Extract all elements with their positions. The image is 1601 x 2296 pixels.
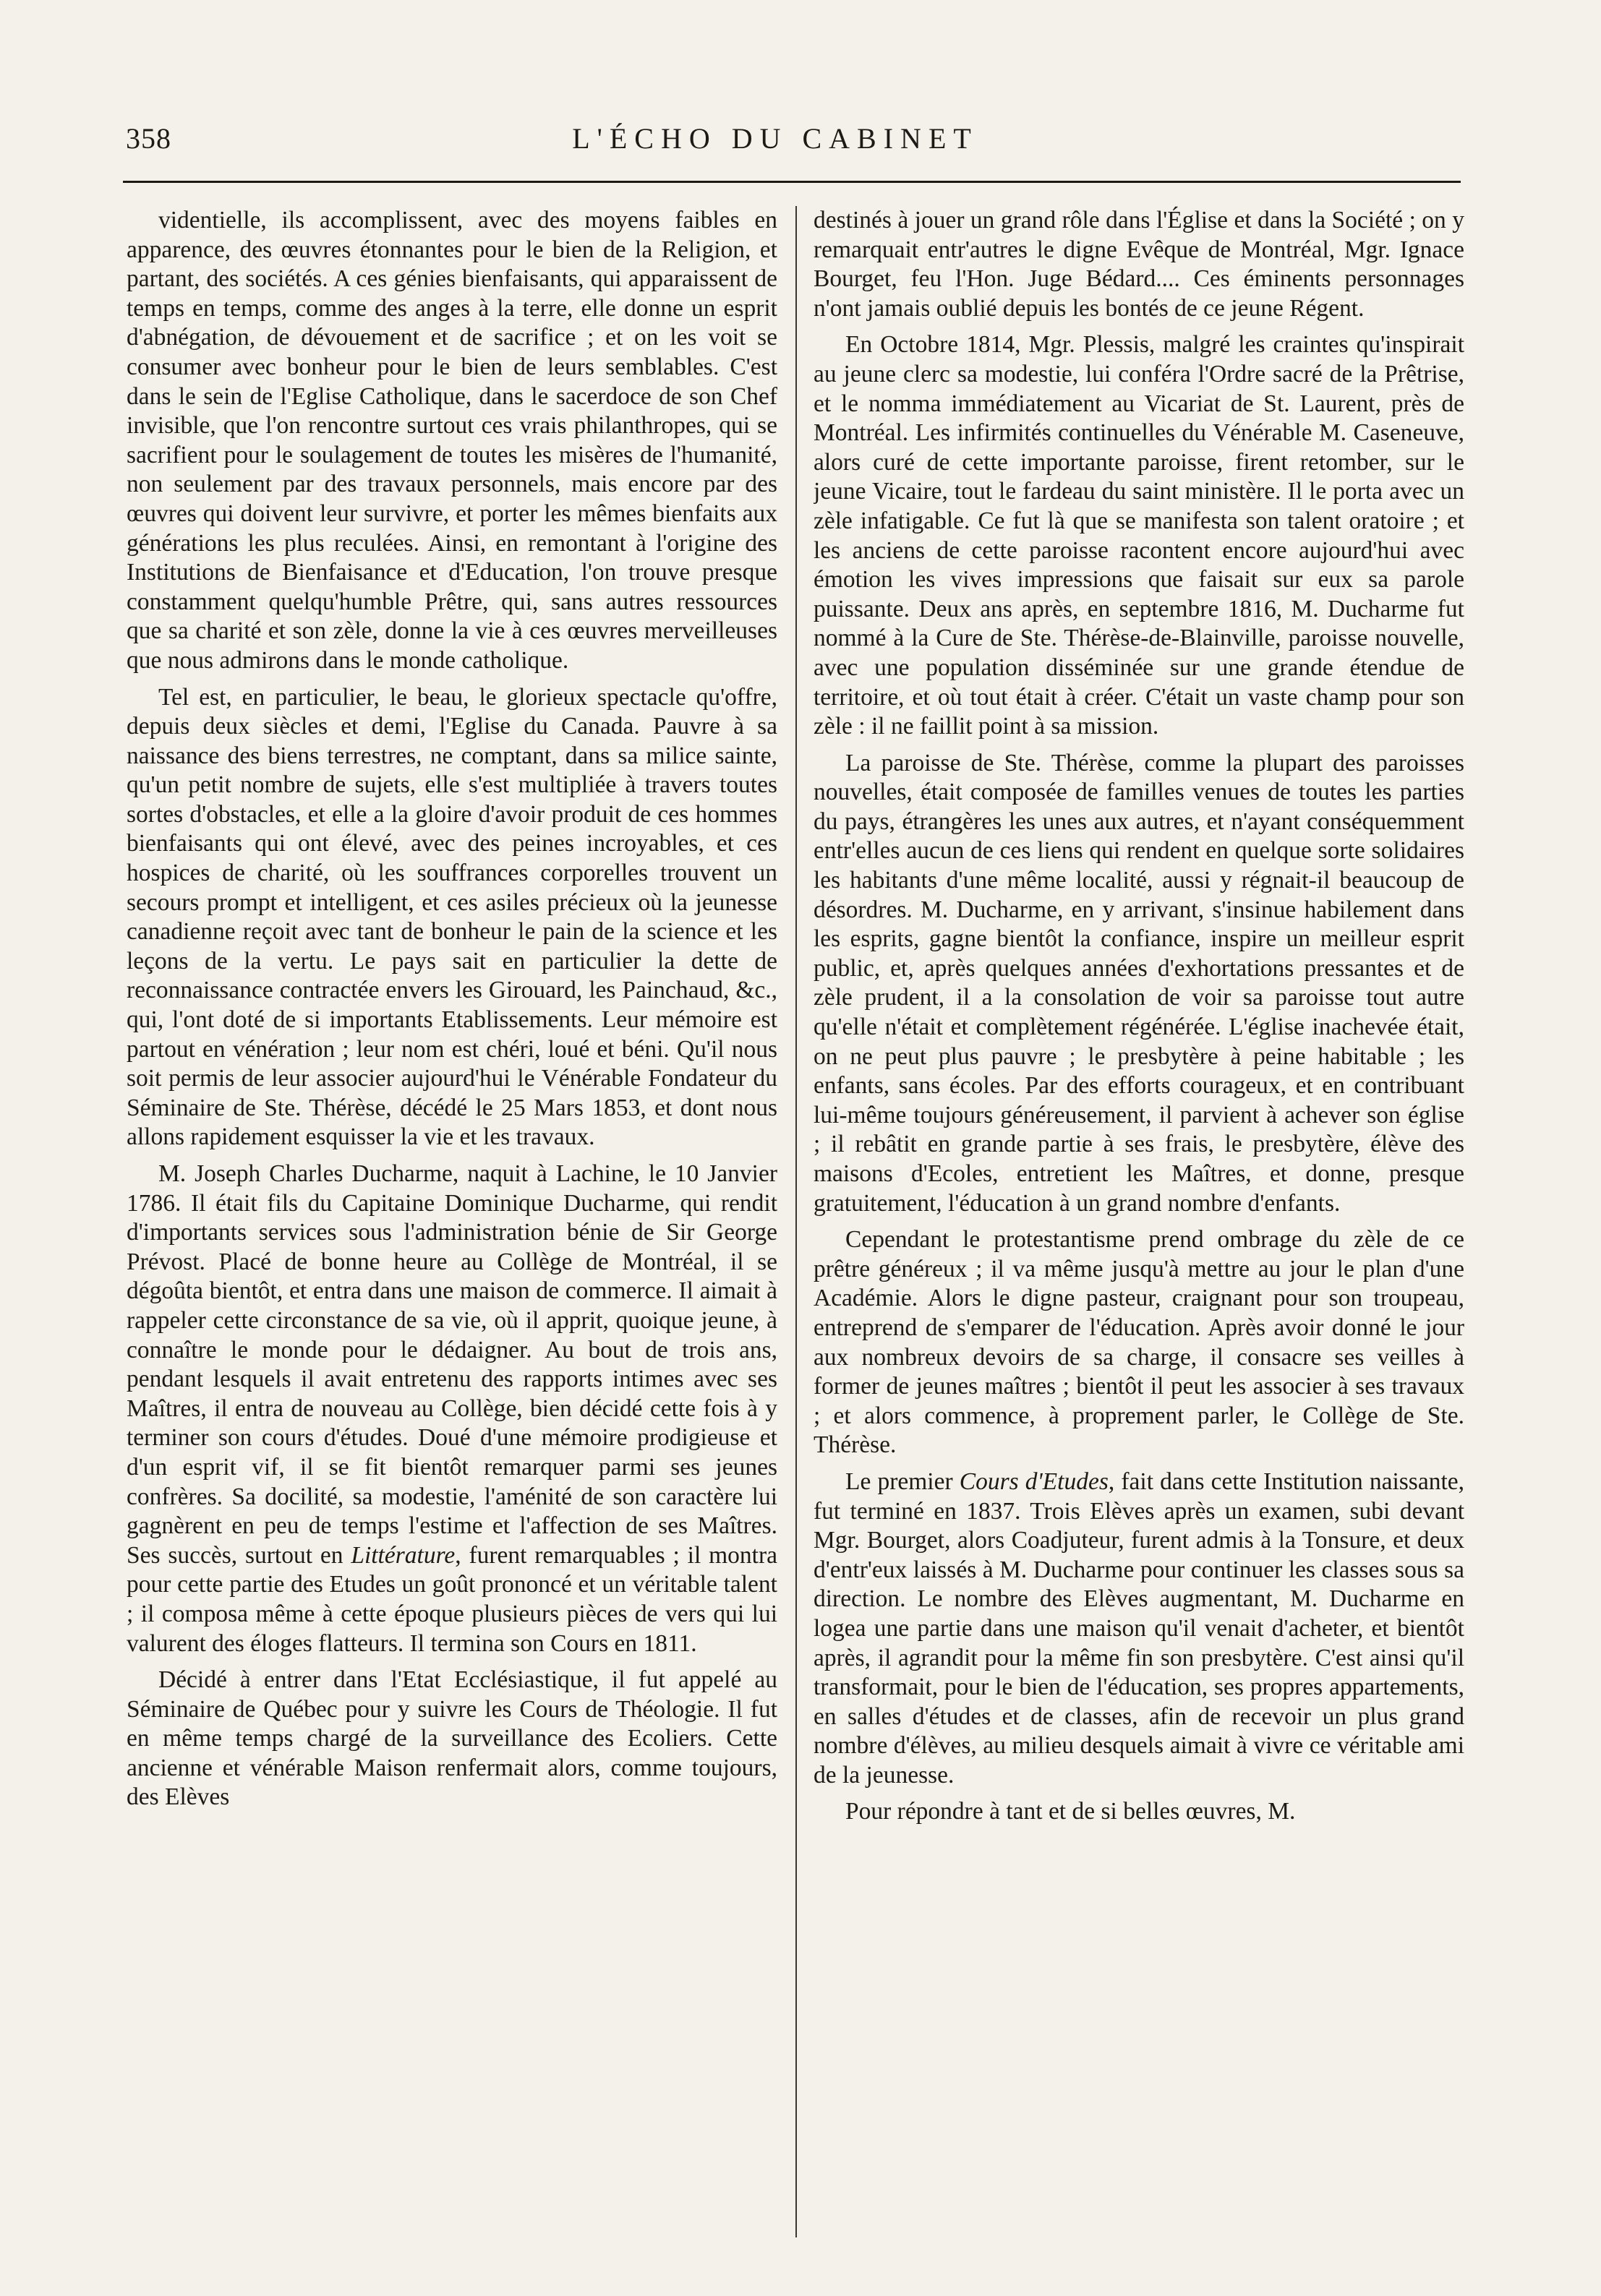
paragraph-text: M. Joseph Charles Ducharme, naquit à Lachine, le 10 Janvier 1786. Il était fils du Capitaine Dominique Ducharme, qui rendit d'importants services sous l'administration bénie de Sir George Prévost. Placé de bonne heure au Collège de Montréal, il se dégoûta bientôt, et entra dans une maison de commerce. Il aimait à rappeler cette circonstance de sa vie, où il apprit, quoique jeune, à connaître le monde pour le dédaigner. Au bout de trois ans, pendant lesquels il avait entretenu des rapports intimes avec ses Maîtres, il entra de nouveau au Collège, bien décidé cette fois à y terminer son cours d'études. Doué d'une mémoire prodigieuse et d'un esprit vif, il se fit bientôt remarquer parmi ses jeunes confrères. Sa docilité, sa modestie, l'aménité de son caractère lui gagnèrent en peu de temps l'estime et l'affection de ses Maîtres. Ses succès, surtout en (127, 1160, 777, 1569)
paragraph (814, 206, 1464, 323)
column-divider (795, 206, 797, 2237)
paragraph (127, 683, 777, 1153)
page-header (88, 121, 1462, 156)
header-rule (123, 181, 1461, 183)
italic-text: Littérature (351, 1541, 456, 1569)
left-column (127, 206, 777, 2245)
paragraph-text: En Octobre 1814, Mgr. Plessis, malgré les craintes qu'inspirait au jeune clerc sa modestie, lui conféra l'Ordre sacré de la Prêtrise, et le nomma immédiatement au Vicariat de St. Laurent, près de Montréal. Les infirmités continuelles du Vénérable M. Caseneuve, alors curé de cette importante paroisse, firent retomber, sur le jeune Vicaire, tout le fardeau du saint ministère. Il le porta avec un zèle infatigable. Ce fut là que se manifesta son talent oratoire ; et les anciens de cette paroisse racontent encore aujourd'hui avec émotion les vives impressions que faisait sur eux sa parole puissante. Deux ans après, en septembre 1816, M. Ducharme fut nommé à la Cure de Ste. Thérèse-de-Blainville, paroisse nouvelle, avec une population disséminée sur une grande étendue de territoire, et où tout était à créer. C'était un vaste champ pour son zèle : il ne faillit point à sa mission. (814, 331, 1464, 740)
paragraph (127, 1160, 777, 1658)
paragraph-text: videntielle, ils accomplissent, avec des moyens faibles en apparence, des œuvres étonnantes pour le bien de la Religion, et partant, des sociétés. A ces génies bienfaisants, qui apparaissent de temps en temps, comme des anges à la terre, elle donne un esprit d'abnégation, de dévouement et de sacrifice ; et on les voit se consumer avec bonheur pour le bien de leurs semblables. C'est dans le sein de l'Eglise Catholique, dans le sacerdoce de son Chef invisible, que l'on rencontre surtout ces vrais philanthropes, qui se sacrifient pour le soulagement de toutes les misères de l'humanité, non seulement par des travaux personnels, mais encore par des œuvres qui doivent leur survivre, et porter les mêmes bienfaits aux générations les plus reculées. Ainsi, en remontant à l'origine des Institutions de Bienfaisance et d'Education, l'on trouve presque constamment quelqu'humble Prêtre, qui, sans autres ressources que sa charité et son zèle, donne la vie à ces œuvres merveilleuses que nous admirons dans le monde catholique. (127, 207, 777, 674)
paragraph-text: destinés à jouer un grand rôle dans l'Église et dans la Société ; on y remarquait entr'autres le digne Evêque de Montréal, Mgr. Ignace Bourget, feu l'Hon. Juge Bédard.... Ces éminents personnages n'ont jamais oublié depuis les bontés de ce jeune Régent. (814, 207, 1464, 322)
paragraph-text: Tel est, en particulier, le beau, le glorieux spectacle qu'offre, depuis deux siècles et demi, l'Eglise du Canada. Pauvre à sa naissance des biens terrestres, ne comptant, dans sa milice sainte, qu'un petit nombre de sujets, elle s'est multipliée à travers toutes sortes d'obstacles, et elle a la gloire d'avoir produit de ces hommes bienfaisants qui ont élevé, avec des peines incroyables, et ces hospices de charité, où les souffrances corporelles trouvent un secours prompt et intelligent, et ces asiles précieux où la jeunesse canadienne reçoit avec tant de bonheur le pain de la science et les leçons de la vertu. Le pays sait en particulier la dette de reconnaissance contractée envers les Girouard, les Painchaud, &c., qui, l'ont doté de si importants Etablissements. Leur mémoire est partout en vénération ; leur nom est chéri, loué et béni. Qu'il nous soit permis de leur associer aujourd'hui le Vénérable Fondateur du Séminaire de Ste. Thérèse, décédé le 25 Mars 1853, et dont nous allons rapidement esquisser la vie et les travaux. (127, 683, 777, 1151)
paragraph (127, 1666, 777, 1812)
page-number: 358 (126, 122, 171, 155)
paragraph-text: Le premier (845, 1468, 960, 1495)
paragraph-text: Décidé à entrer dans l'Etat Ecclésiastique, il fut appelé au Séminaire de Québec pour y suivre les Cours de Théologie. Il fut en même temps chargé de la surveillance des Ecoliers. Cette ancienne et vénérable Maison renfermait alors, comme toujours, des Elèves (127, 1666, 777, 1811)
paragraph-text: , fait dans cette Institution naissante, fut terminé en 1837. Trois Elèves après un examen, subi devant Mgr. Bourget, alors Coadjuteur, furent admis à la Tonsure, et deux d'entr'eux laissés à M. Ducharme pour continuer les classes sous sa direction. Le nombre des Elèves augmentant, M. Ducharme en logea une partie dans une maison qu'il venait d'acheter, et bientôt après, il agrandit pour la même fin son presbytère. C'est ainsi qu'il transformait, pour le bien de l'éducation, ses propres appartements, en salles d'études et de classes, afin de recevoir un plus grand nombre d'élèves, au milieu desquels aimait à vivre ce véritable ami de la jeunesse. (814, 1468, 1464, 1789)
right-column (814, 206, 1464, 2245)
paragraph-text: Cependant le protestantisme prend ombrage du zèle de ce prêtre généreux ; il va même jusqu'à mettre au jour le plan d'une Académie. Alors le digne pasteur, craignant pour son troupeau, entreprend de s'emparer de l'éducation. Après avoir donné le jour aux nombreux devoirs de sa charge, il consacre ses veilles à former de jeunes maîtres ; bientôt il peut les associer à ses travaux ; et alors commence, à proprement parler, le Collège de Ste. Thérèse. (814, 1226, 1464, 1459)
running-title: L'ÉCHO DU CABINET (572, 122, 978, 155)
paragraph (814, 330, 1464, 741)
paragraph (127, 206, 777, 676)
paragraph (814, 1797, 1464, 1827)
paragraph-text: Pour répondre à tant et de si belles œuvres, M. (845, 1798, 1296, 1825)
paragraph (814, 749, 1464, 1219)
paragraph (814, 1225, 1464, 1460)
paragraph-text: La paroisse de Ste. Thérèse, comme la plupart des paroisses nouvelles, était composée de familles venues de toutes les parties du pays, étrangères les unes aux autres, et n'ayant conséquemment entr'elles aucun de ces liens qui rendent en quelque sorte solidaires les habitants d'une même localité, aussi y régnait-il beaucoup de désordres. M. Ducharme, en y arrivant, s'insinue habilement dans les esprits, gagne bientôt la confiance, inspire un meilleur esprit public, et, après quelques années d'exhortations pressantes et de zèle prudent, il a la consolation de voir sa paroisse tout autre qu'elle n'était et complètement régénérée. L'église inachevée était, on ne peut plus pauvre ; le presbytère à peine habitable ; les enfants, sans écoles. Par des efforts courageux, et en contribuant lui-même toujours généreusement, il parvient à achever son église ; il rebâtit en grande partie à ses frais, le presbytère, élève des maisons d'Ecoles, entretient les Maîtres, et donne, presque gratuitement, l'éducation à un grand nombre d'enfants. (814, 749, 1464, 1217)
paragraph-text: , furent remarquables ; il montra pour cette partie des Etudes un goût prononcé et un véritable talent ; il composa même à cette époque plusieurs pièces de vers qui lui valurent des éloges flatteurs. Il termina son Cours en 1811. (127, 1541, 777, 1657)
italic-text: Cours d'Etudes (959, 1468, 1109, 1495)
paragraph (814, 1468, 1464, 1791)
